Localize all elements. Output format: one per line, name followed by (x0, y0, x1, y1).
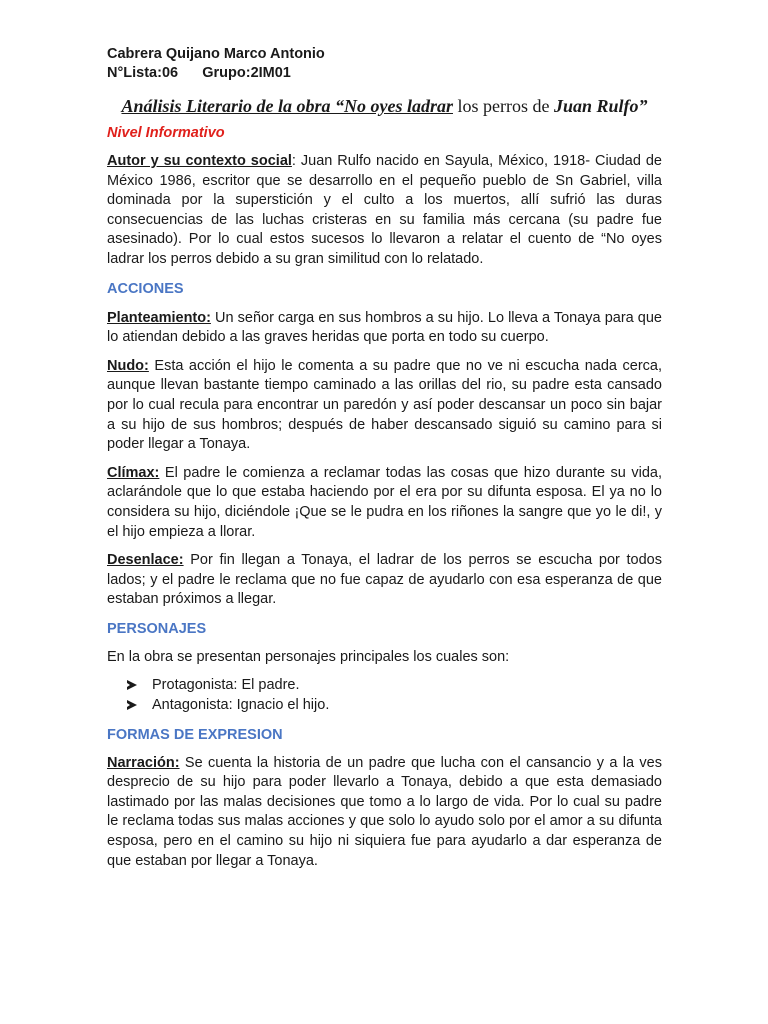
list-item (127, 696, 662, 716)
climax-text: El padre le comienza a reclamar todas las cosas que hizo durante su vida, aclarándole que lo que estaba haciendo por el era por su difunta esposa. El ya no lo considera su hijo, diciéndole ¡Que se le pudra en los riñones la sangre que yo le di!, y el hijo empieza a llorar. (107, 464, 662, 540)
nudo-paragraph (107, 357, 662, 455)
document-page (107, 44, 662, 871)
author-context-paragraph (107, 152, 662, 270)
character-list (107, 676, 662, 715)
arrow-bullet-icon (127, 700, 137, 710)
desenlace-text: Por fin llegan a Tonaya, el ladrar de los perros se escucha por todos lados; y el padre le reclama que no fue capaz de ayudarlo con esa esperanza de que estaban próximos a llegar. (107, 552, 662, 608)
group-code: Grupo:2IM01 (202, 65, 291, 81)
title-part-work: Análisis Literario de la obra “No oyes ladrar (121, 96, 453, 116)
document-title (107, 94, 662, 118)
title-part-connector: los perros de (452, 96, 554, 116)
character-antagonist: Antagonista: Ignacio el hijo. (152, 697, 330, 714)
nudo-text: Esta acción el hijo le comenta a su padre que no ve ni escucha nada cerca, aunque llevan bastante tiempo caminado a las orillas del rio, su padre esta cansado por lo cual recula para encontrar un paredón y así poder descansar un poco sin bajar a su hijo de sus hombros; después de haber descansado siguió su camino para si poder llegar a Tonaya. (107, 357, 662, 453)
list-group-line (107, 64, 662, 83)
narracion-paragraph (107, 754, 662, 872)
arrow-bullet-icon (127, 680, 137, 690)
desenlace-paragraph (107, 551, 662, 610)
narracion-text: Se cuenta la historia de un padre que lucha con el cansancio y a la ves desprecio de su hijo para poder llevarlo a Tonaya, debido a que esta demasiado lastimado por las malas decisiones que tomo a lo largo de vida. Por lo cual su padre le reclama todas sus malas acciones y que solo lo ayudo solo por el amor a su difunta esposa, pero en el camino su hijo ni siquiera fue para ayudarlo a dar esperanza de que estaban por llegar a Tonaya. (107, 754, 662, 869)
list-number: N°Lista:06 (107, 65, 179, 81)
list-item (127, 676, 662, 696)
desenlace-label: Desenlace: (107, 552, 184, 569)
formas-heading: FORMAS DE EXPRESION (107, 726, 283, 743)
planteamiento-label: Planteamiento: (107, 309, 211, 326)
character-protagonist: Protagonista: El padre. (152, 677, 300, 694)
narracion-label: Narración: (107, 754, 180, 771)
level-heading: Nivel Informativo (107, 125, 225, 141)
personajes-heading: PERSONAJES (107, 620, 207, 637)
author-context-text: : Juan Rulfo nacido en Sayula, México, 1918- Ciudad de México 1986, escritor que se desarrollo en el pequeño pueblo de Sn Gabriel, villa dominada por la superstición y el culto a los muertos, allí sufrió las duras consecuencias de las luchas cristeras en su familia más cercana (su padre fue asesinado). Por lo cual estos sucesos lo llevaron a relatar el cuento de “No oyes ladrar los perros debido a su gran similitud con lo relatado. (107, 153, 662, 267)
acciones-heading: ACCIONES (107, 280, 184, 297)
title-part-author: Juan Rulfo” (553, 96, 648, 116)
nudo-label: Nudo: (107, 357, 149, 374)
climax-paragraph (107, 464, 662, 542)
author-context-label: Autor y su contexto social (107, 153, 292, 169)
author-name: Cabrera Quijano Marco Antonio (107, 46, 325, 62)
planteamiento-paragraph (107, 309, 662, 348)
personajes-intro: En la obra se presentan personajes principales los cuales son: (107, 648, 510, 665)
climax-label: Clímax: (107, 464, 160, 481)
planteamiento-text: Un señor carga en sus hombros a su hijo. Lo lleva a Tonaya para que lo atiendan debido a las graves heridas que porta en todo su cuerpo. (107, 309, 662, 346)
